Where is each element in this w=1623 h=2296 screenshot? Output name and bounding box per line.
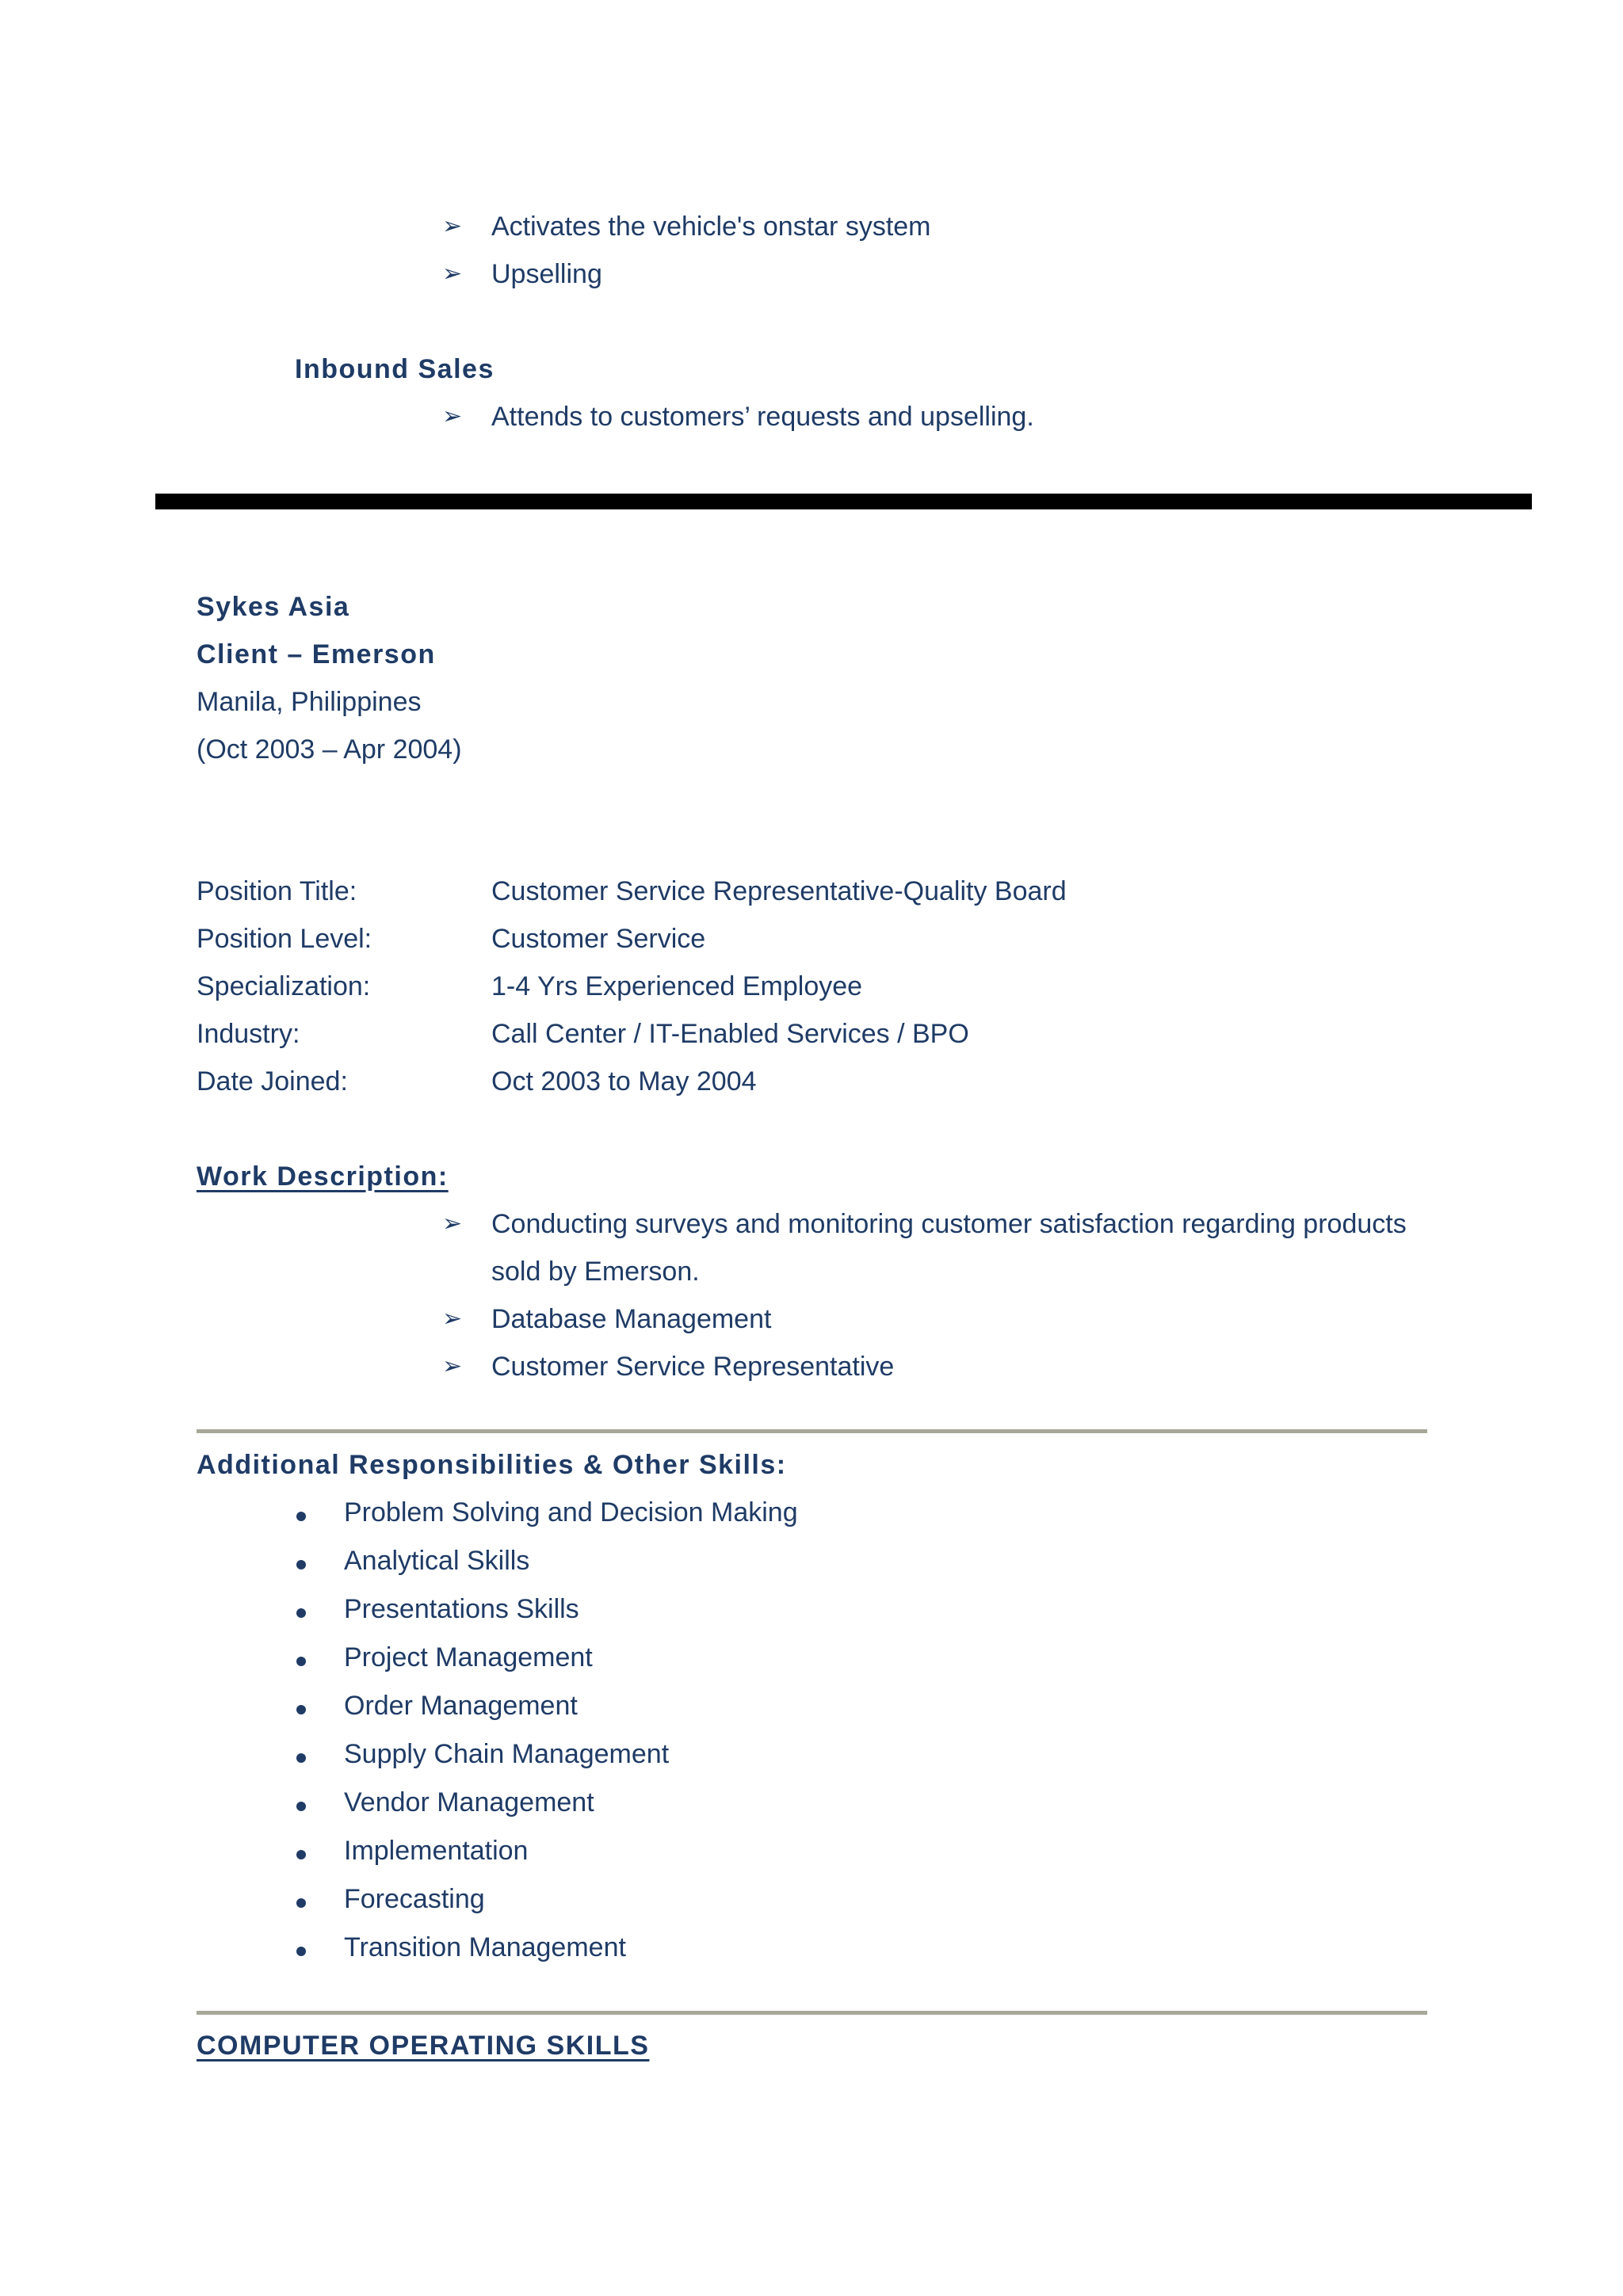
skill-item: Implementation (344, 1836, 529, 1866)
section-heading-computer-skills: COMPUTER OPERATING SKILLS (197, 2031, 650, 2061)
arrow-bullet-icon: ➢ (442, 1353, 463, 1379)
skill-item: Presentations Skills (344, 1594, 579, 1624)
list-item: Attends to customers’ requests and upselling. (491, 402, 1034, 432)
employment-period: (Oct 2003 – Apr 2004) (197, 734, 462, 765)
detail-label: Position Level: (197, 924, 372, 954)
bullet-dot-icon (296, 1898, 306, 1908)
section-divider (197, 1429, 1427, 1433)
skill-item: Analytical Skills (344, 1546, 530, 1576)
arrow-bullet-icon: ➢ (442, 1306, 463, 1332)
bullet-dot-icon (296, 1560, 306, 1569)
company-name: Sykes Asia (197, 592, 350, 622)
bullet-dot-icon (296, 1947, 306, 1956)
detail-label: Industry: (197, 1019, 300, 1049)
arrow-bullet-icon: ➢ (442, 261, 463, 287)
bullet-dot-icon (296, 1512, 306, 1521)
bullet-dot-icon (296, 1850, 306, 1859)
skill-item: Order Management (344, 1691, 578, 1721)
detail-label: Date Joined: (197, 1066, 348, 1097)
list-item-continuation: sold by Emerson. (491, 1257, 700, 1287)
section-heading-work-description: Work Description: (197, 1161, 449, 1192)
section-heading-additional-skills: Additional Responsibilities & Other Skills: (197, 1450, 787, 1480)
list-item: Customer Service Representative (491, 1352, 895, 1382)
arrow-bullet-icon: ➢ (442, 403, 463, 429)
arrow-bullet-icon: ➢ (442, 213, 463, 239)
skill-item: Vendor Management (344, 1787, 594, 1817)
detail-label: Specialization: (197, 971, 371, 1001)
skill-item: Problem Solving and Decision Making (344, 1497, 798, 1527)
list-item: Upselling (491, 259, 602, 289)
list-item: Conducting surveys and monitoring customer satisfaction regarding products (491, 1209, 1407, 1239)
skill-item: Supply Chain Management (344, 1739, 670, 1769)
client-name: Client – Emerson (197, 639, 436, 669)
detail-value: Oct 2003 to May 2004 (491, 1066, 757, 1097)
section-divider (197, 2011, 1427, 2015)
list-item: Database Management (491, 1304, 772, 1334)
detail-value: Call Center / IT-Enabled Services / BPO (491, 1019, 969, 1049)
skill-item: Transition Management (344, 1932, 626, 1962)
detail-value: Customer Service Representative-Quality Board (491, 876, 1067, 906)
bullet-dot-icon (296, 1802, 306, 1811)
bullet-dot-icon (296, 1608, 306, 1618)
list-item: Activates the vehicle's onstar system (491, 212, 931, 242)
detail-value: Customer Service (491, 924, 706, 954)
section-heading-inbound-sales: Inbound Sales (295, 354, 495, 384)
arrow-bullet-icon: ➢ (442, 1211, 463, 1237)
section-divider-thick (155, 494, 1532, 509)
bullet-dot-icon (296, 1753, 306, 1763)
detail-value: 1-4 Yrs Experienced Employee (491, 971, 863, 1001)
bullet-dot-icon (296, 1657, 306, 1666)
location: Manila, Philippines (197, 687, 422, 717)
detail-label: Position Title: (197, 876, 357, 906)
bullet-dot-icon (296, 1705, 306, 1714)
skill-item: Project Management (344, 1642, 593, 1672)
skill-item: Forecasting (344, 1884, 485, 1914)
